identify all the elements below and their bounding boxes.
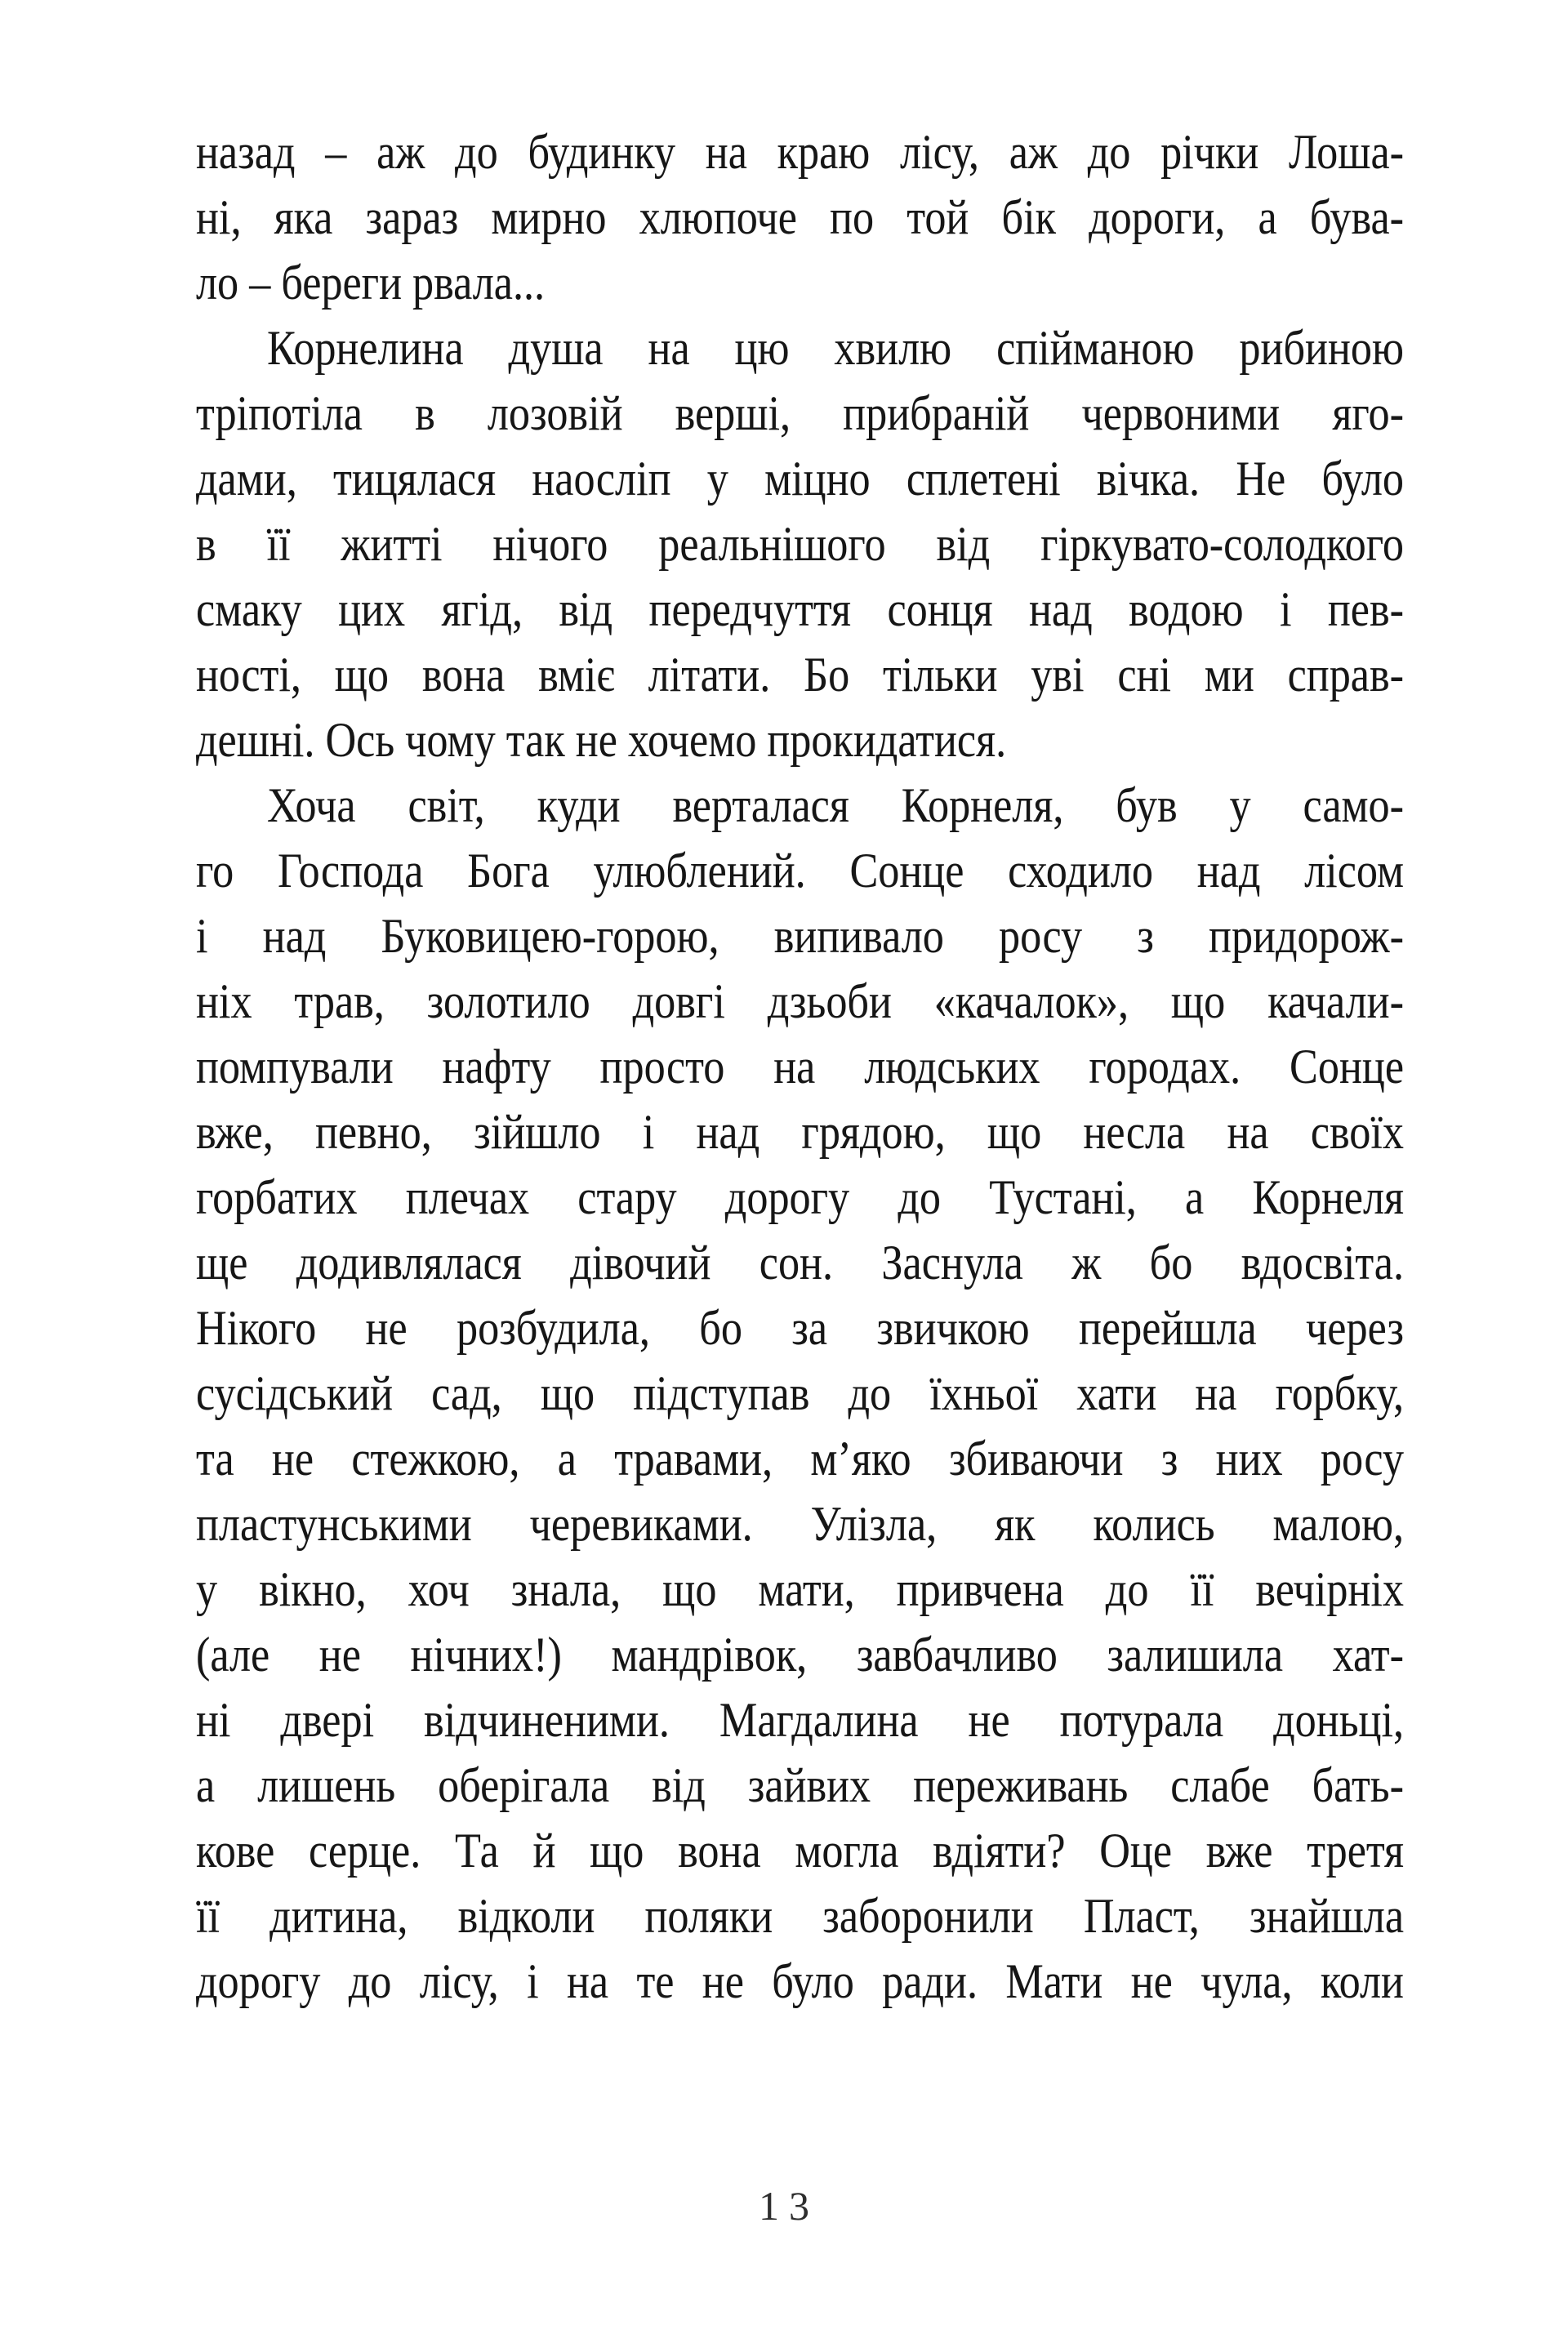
- text-line: го Господа Бога улюблений. Сонце сходило над лісом: [196, 844, 1404, 898]
- text-line: вже, певно, зійшло і над грядою, що несла на своїх: [196, 1105, 1404, 1159]
- text-line: помпували нафту просто на людських городах. Сонце: [196, 1040, 1404, 1094]
- text-line: дешні. Ось чому так не хочемо прокидатися.: [196, 713, 1007, 767]
- text-line: сусідський сад, що підступав до їхньої хати на горбку,: [196, 1366, 1404, 1420]
- text-line: кове серце. Та й що вона могла вдіяти? Оце вже третя: [196, 1824, 1404, 1878]
- text-line: та не стежкою, а травами, м’яко збиваючи з них росу: [196, 1432, 1404, 1486]
- text-line: пластунськими черевиками. Улізла, як колись малою,: [196, 1497, 1404, 1551]
- text-line: ніх трав, золотило довгі дзьоби «качалок», що качали-: [196, 974, 1404, 1028]
- text-line: в її житті нічого реальнішого від гіркувато-солодкого: [196, 517, 1404, 571]
- text-line: Нікого не розбудила, бо за звичкою перейшла через: [196, 1301, 1404, 1355]
- text-line: ні, яка зараз мирно хлюпоче по той бік дороги, а бува-: [196, 190, 1404, 244]
- text-line: її дитина, відколи поляки заборонили Пласт, знайшла: [196, 1889, 1404, 1943]
- text-line: Хоча світ, куди верталася Корнеля, був у само-: [267, 778, 1404, 832]
- text-line: (але не нічних!) мандрівок, завбачливо залишила хат-: [196, 1628, 1404, 1682]
- text-line: горбатих плечах стару дорогу до Тустані, а Корнеля: [196, 1170, 1404, 1224]
- text-line: у вікно, хоч знала, що мати, привчена до її вечірніх: [196, 1562, 1404, 1616]
- text-line: ні двері відчиненими. Магдалина не потурала доньці,: [196, 1693, 1404, 1747]
- text-line: смаку цих ягід, від передчуття сонця над водою і пев-: [196, 582, 1404, 636]
- text-line: ло – береги рвала...: [196, 256, 546, 310]
- text-line: Корнелина душа на цю хвилю спійманою рибиною: [267, 321, 1404, 375]
- text-line: назад – аж до будинку на краю лісу, аж до річки Лоша-: [196, 125, 1404, 179]
- text-line: дорогу до лісу, і на те не було ради. Мати не чула, коли: [196, 1954, 1404, 2008]
- text-line: дами, тицялася наосліп у міцно сплетені вічка. Не було: [196, 452, 1404, 506]
- text-line: ще додивлялася дівочий сон. Заснула ж бо вдосвіта.: [196, 1236, 1404, 1290]
- text-line: і над Буковицею-горою, випивало росу з придорож-: [196, 909, 1404, 963]
- text-line: а лишень оберігала від зайвих переживань слабе бать-: [196, 1758, 1404, 1812]
- page-text: [196, 119, 1404, 2014]
- text-line: ності, що вона вміє літати. Бо тільки уві сні ми справ-: [196, 648, 1404, 702]
- text-line: тріпотіла в лозовій верші, прибраній червоними яго-: [196, 386, 1404, 440]
- page-number: 13: [759, 2183, 819, 2229]
